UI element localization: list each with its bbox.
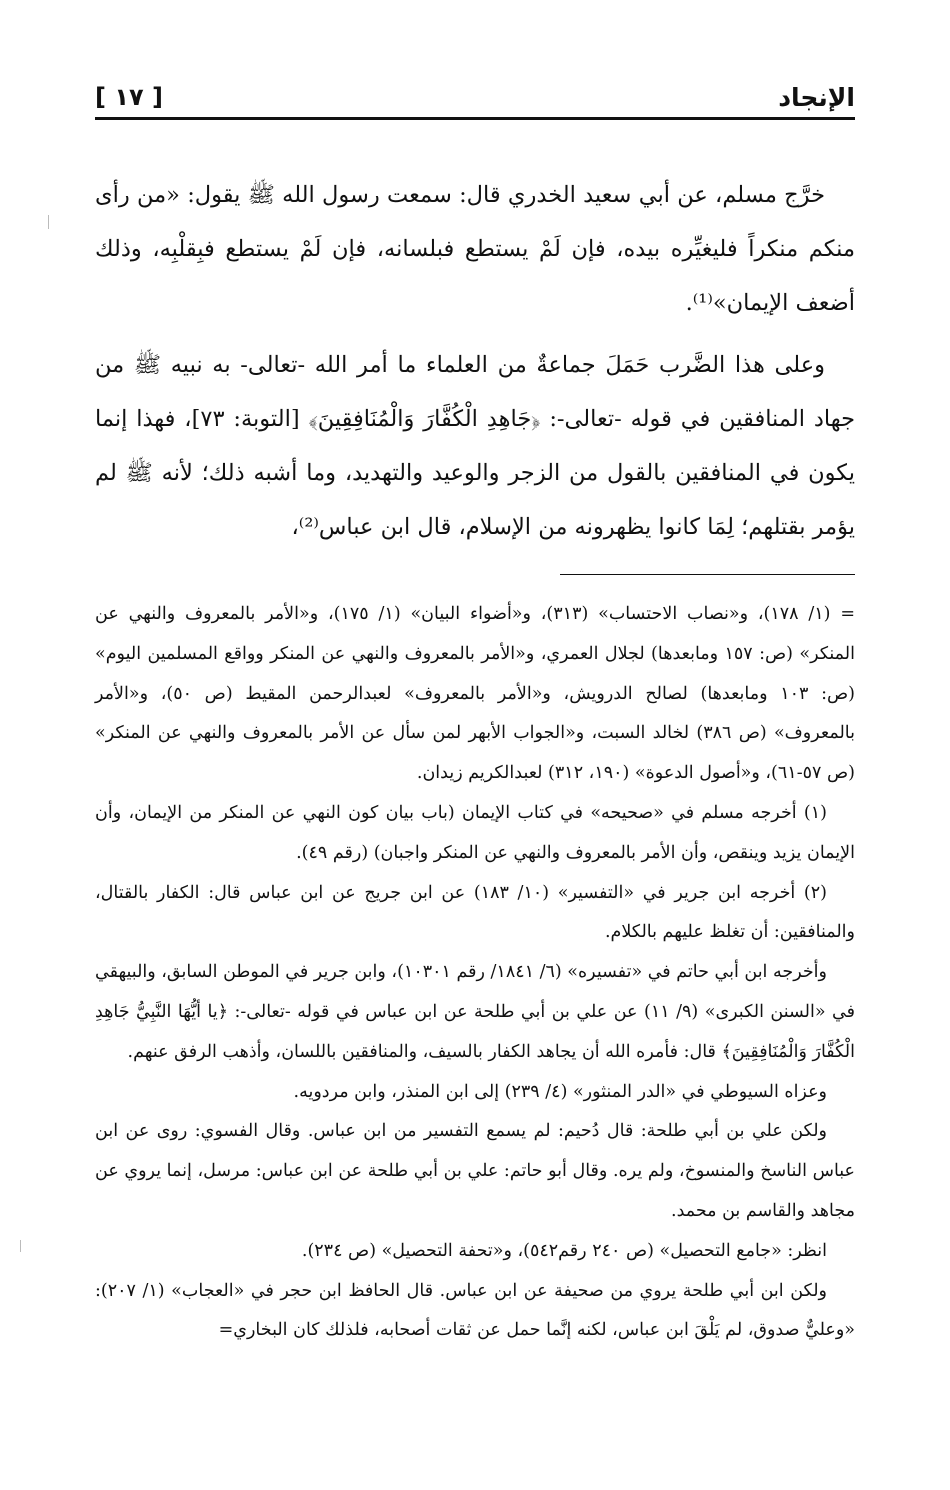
footnote-2-paragraph-4: ولكن علي بن أبي طلحة: قال دُحيم: لم يسمع التفسير من ابن عباس. وقال الفسوي: روى عن ابن عباس الناسخ والمنسوخ، ولم يره. وقال أبو حاتم: علي بن أبي طلحة عن ابن عباس: مرسل، إنما يروي عن مجاهد والقاسم بن محمد. — [95, 1121, 855, 1221]
footnotes — [95, 595, 855, 1351]
footnote-continuation: = (١/ ١٧٨)، و«نصاب الاحتساب» (٣١٣)، و«أضواء البيان» (١/ ١٧٥)، و«الأمر بالمعروف والنهي عن المنكر» (ص: ١٥٧ ومابعدها) لجلال العمري، و«الأمر بالمعروف والنهي عن المنكر وواقع المسلمين اليوم» (ص: ١٠٣ ومابعدها) لصالح الدرويش، و«الأمر بالمعروف» لعبدالرحمن المقيط (ص ٥٠)، و«الأمر بالمعروف» (ص ٣٨٦) لخالد السبت، و«الجواب الأبهر لمن سأل عن الأمر بالمعروف والنهي عن المنكر» (ص ٥٧-٦١)، و«أصول الدعوة» (١٩٠، ٣١٢) لعبدالكريم زيدان. — [95, 604, 855, 784]
running-title: الإنجاد — [778, 83, 855, 112]
footnote-1: (١) أخرجه مسلم في «صحيحه» في كتاب الإيمان (باب بيان كون النهي عن المنكر من الإيمان، وأن الإيمان يزيد وينقص، وأن الأمر بالمعروف والنهي عن المنكر واجبان) (رقم ٤٩). — [95, 802, 855, 863]
footnote-separator — [560, 574, 855, 575]
footnote-2-paragraph-5: انظر: «جامع التحصيل» (ص ٢٤٠ رقم٥٤٢)، و«تحفة التحصيل» (ص ٢٣٤). — [301, 1240, 827, 1261]
scan-margin-mark-top — [48, 215, 49, 229]
main-paragraph-2: وعلى هذا الضَّرب حَمَلَ جماعةٌ من العلماء ما أمر الله -تعالى- به نبيه ﷺ من جهاد المنافقين في قوله -تعالى-: ﴿جَاهِدِ الْكُفَّارَ وَالْمُنَافِقِينَ﴾ [التوبة: ٧٣]، فهذا إنما يكون في المنافقين بالقول من الزجر والوعيد والتهديد، وما أشبه ذلك؛ لأنه ﷺ لم يؤمر بقتلهم؛ لِمَا كانوا يظهرونه من الإسلام، قال ابن عباس⁽²⁾، — [95, 352, 855, 540]
page-header — [95, 75, 855, 120]
footnote-2-paragraph-2: وأخرجه ابن أبي حاتم في «تفسيره» (٦/ ١٨٤١/ رقم ١٠٣٠١)، وابن جرير في الموطن السابق، والبيهقي في «السنن الكبرى» (٩/ ١١) عن علي بن أبي طلحة عن ابن عباس في قوله -تعالى-: ﴿يا أيُّهَا النَّبِيُّ جَاهِدِ الْكُفَّارَ وَالْمُنَافِقِينَ﴾ قال: فأمره الله أن يجاهد الكفار بالسيف، والمنافقين باللسان، وأذهب الرفق عنهم. — [95, 962, 855, 1062]
scan-margin-mark-bottom — [20, 1240, 21, 1252]
main-paragraph-1: خرَّج مسلم، عن أبي سعيد الخدري قال: سمعت رسول الله ﷺ يقول: «من رأى منكم منكراً فليغيِّره بيده، فإن لَمْ يستطع فبلسانه، فإن لَمْ يستطع فبِقلْبِه، وذلك أضعف الإيمان»⁽¹⁾. — [95, 182, 855, 316]
book-page — [95, 75, 855, 1455]
main-text — [95, 168, 855, 554]
footnote-2: (٢) أخرجه ابن جرير في «التفسير» (١٠/ ١٨٣) عن ابن جريج عن ابن عباس قال: الكفار بالقتال، والمنافقين: أن تغلظ عليهم بالكلام. — [95, 882, 855, 943]
footnote-2-paragraph-6: ولكن ابن أبي طلحة يروي من صحيفة عن ابن عباس. قال الحافظ ابن حجر في «العجاب» (١/ ٢٠٧): «وعليٌّ صدوق، لم يَلْقَ ابن عباس، لكنه إنَّما حمل عن ثقات أصحابه، فلذلك كان البخاري= — [95, 1280, 855, 1341]
footnote-2-paragraph-3: وعزاه السيوطي في «الدر المنثور» (٤/ ٢٣٩) إلى ابن المنذر، وابن مردويه. — [293, 1081, 827, 1102]
page-number: [ ١٧ ] — [95, 83, 163, 111]
